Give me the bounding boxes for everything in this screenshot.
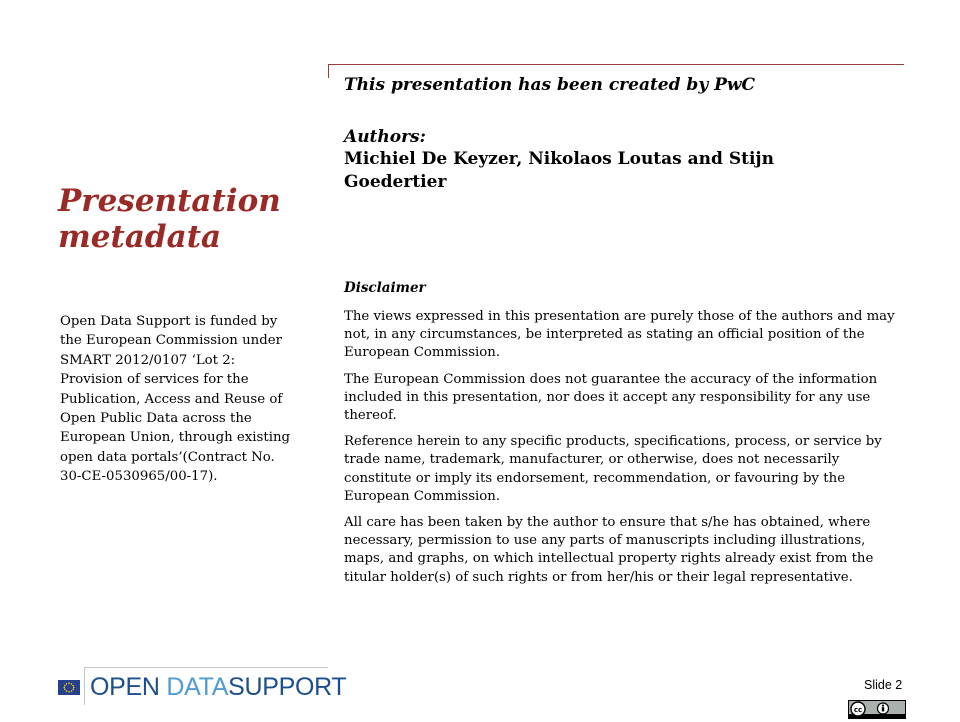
funding-text: Open Data Support is funded by the European Commission under SMART 2012/0107 ‘Lot 2: Provision of services for the Publication, Access and Reuse of Open Public Data across the European Union, through existing open data portals’(Contract No. 30-CE-0530965/00-17). [60,314,291,485]
slide-title: Presentation metadata [58,183,281,255]
disclaimer-paragraph: The European Commission does not guarantee the accuracy of the information included in this presentation, nor does it accept any responsibility for any use thereof. [344,371,878,424]
credits-block [344,72,900,194]
disclaimer-paragraph: Reference herein to any specific products, specifications, process, or service by trade name, trademark, manufacturer, or otherwise, does not necessarily constitute or imply its endorsement, recommendation, or favouring by the European Commission. [344,434,882,504]
eu-flag-icon [58,680,80,695]
authors-label: Authors: [344,127,426,147]
logo-wordmark [90,670,346,704]
open-data-support-logo [54,667,347,707]
logo-divider [84,667,85,705]
disclaimer-paragraph: The views expressed in this presentation are purely those of the authors and may not, in any circumstances, be interpreted as stating an official position of the European Commission. [344,309,895,361]
disclaimer-title: Disclaimer [344,280,426,296]
logo-top-rule [84,667,328,668]
logo-open: OPEN [90,673,160,701]
slide-number: Slide 2 [864,678,903,692]
disclaimer-paragraph: All care has been taken by the author to ensure that s/he has obtained, where necessary, permission to use any parts of manuscripts including illustrations, maps, and graphs, on which intellectual property rights already exist from the titular holder(s) of such rights or from her/his or their legal representative. [344,515,874,585]
created-by-text: This presentation has been created by PwC [344,75,756,95]
logo-data: DATA [166,673,229,701]
svg-text:cc: cc [853,706,863,714]
disclaimer-body [344,308,904,595]
logo-support: SUPPORT [228,673,347,701]
cc-by-icon [848,700,906,719]
authors-names: Michiel De Keyzer, Nikolaos Loutas and Stijn Goedertier [344,149,774,192]
